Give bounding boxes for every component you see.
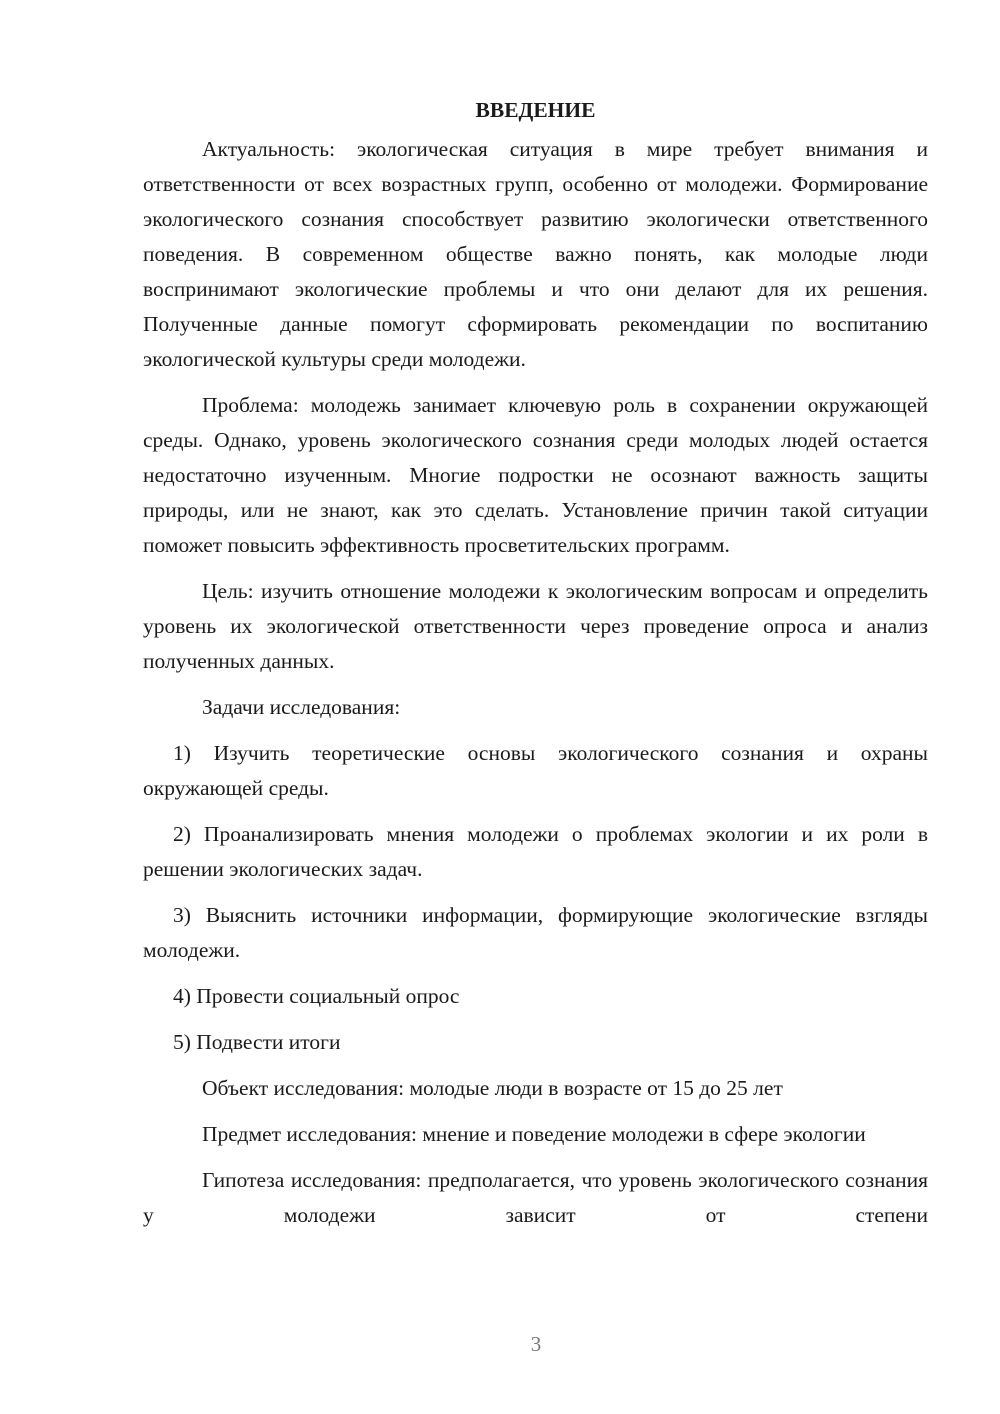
page-content [143, 93, 928, 1233]
paragraph-relevance: Актуальность: экологическая ситуация в мире требует внимания и ответственности от всех возрастных групп, особенно от молодежи. Формирование экологического сознания способствует развитию экологически ответственного поведения. В современном обществе важно понять, как молодые люди воспринимают экологические проблемы и что они делают для их решения. Полученные данные помогут сформировать рекомендации по воспитанию экологической культуры среди молодежи. [143, 137, 928, 371]
task-item-5: 5) Подвести итоги [173, 1030, 341, 1054]
task-item-2: 2) Проанализировать мнения молодежи о проблемах экологии и их роли в решении экологических задач. [143, 822, 928, 881]
task-item-4: 4) Провести социальный опрос [173, 984, 460, 1008]
task-item-3: 3) Выяснить источники информации, формирующие экологические взгляды молодежи. [143, 903, 928, 962]
paragraph-hypothesis: Гипотеза исследования: предполагается, что уровень экологического сознания у молодежи зависит от степени [143, 1168, 928, 1227]
paragraph-object: Объект исследования: молодые люди в возрасте от 15 до 25 лет [202, 1076, 783, 1100]
paragraph-problem: Проблема: молодежь занимает ключевую роль в сохранении окружающей среды. Однако, уровень экологического сознания среди молодых людей остается недостаточно изученным. Многие подростки не осознают важность защиты природы, или не знают, как это сделать. Установление причин такой ситуации поможет повысить эффективность просветительских программ. [143, 393, 928, 557]
section-title: ВВЕДЕНИЕ [475, 98, 596, 122]
tasks-heading: Задачи исследования: [202, 695, 401, 719]
paragraph-subject: Предмет исследования: мнение и поведение молодежи в сфере экологии [202, 1122, 866, 1146]
page-number: 3 [530, 1332, 542, 1356]
paragraph-goal: Цель: изучить отношение молодежи к экологическим вопросам и определить уровень их экологической ответственности через проведение опроса и анализ полученных данных. [143, 579, 928, 673]
task-item-1: 1) Изучить теоретические основы экологического сознания и охраны окружающей среды. [143, 741, 928, 800]
